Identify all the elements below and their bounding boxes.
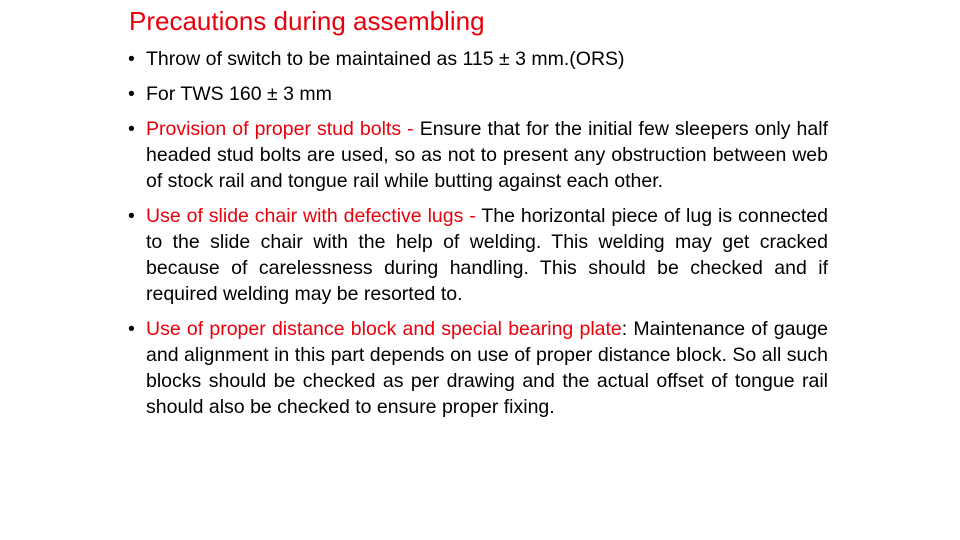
bullet-text: Ensure that for the initial few sleepers only half headed stud bolts are used, so as not to present any obstruction between web of stock rail and tongue rail while butting against each other. [146, 118, 828, 192]
bullet-text: : Maintenance of gauge and alignment in this part depends on use of proper distance block. So all such blocks should be checked as per drawing and the actual offset of tongue rail should also be checked to ensure proper fixing. [146, 318, 828, 418]
bullet-item-tws [128, 81, 828, 107]
bullet-text: For TWS 160 ± 3 mm [146, 83, 332, 105]
bullet-dot-2: • [128, 83, 135, 105]
bullet-lead: Provision of proper stud bolts - [146, 118, 420, 140]
bullet-item-stud-bolts [128, 116, 828, 194]
bullet-list [128, 46, 828, 420]
bullet-lead: Use of proper distance block and special bearing plate [146, 318, 622, 340]
bullet-lead: Use of slide chair with defective lugs - [146, 205, 482, 227]
bullet-dot-1: • [128, 48, 135, 70]
bullet-dot-4: • [128, 205, 135, 227]
bullet-item-distance-block [128, 316, 828, 420]
bullet-dot-3: • [128, 118, 135, 140]
bullet-dot-5: • [128, 318, 135, 340]
bullet-text: Throw of switch to be maintained as 115 ± 3 mm.(ORS) [146, 48, 625, 70]
bullet-item-throw [128, 46, 828, 72]
slide-title: Precautions during assembling [129, 6, 485, 36]
bullet-text: The horizontal piece of lug is connected to the slide chair with the help of welding. This welding may get cracked because of carelessness during handling. This should be checked and if required welding may be resorted to. [146, 205, 828, 305]
bullet-item-slide-chair [128, 203, 828, 307]
